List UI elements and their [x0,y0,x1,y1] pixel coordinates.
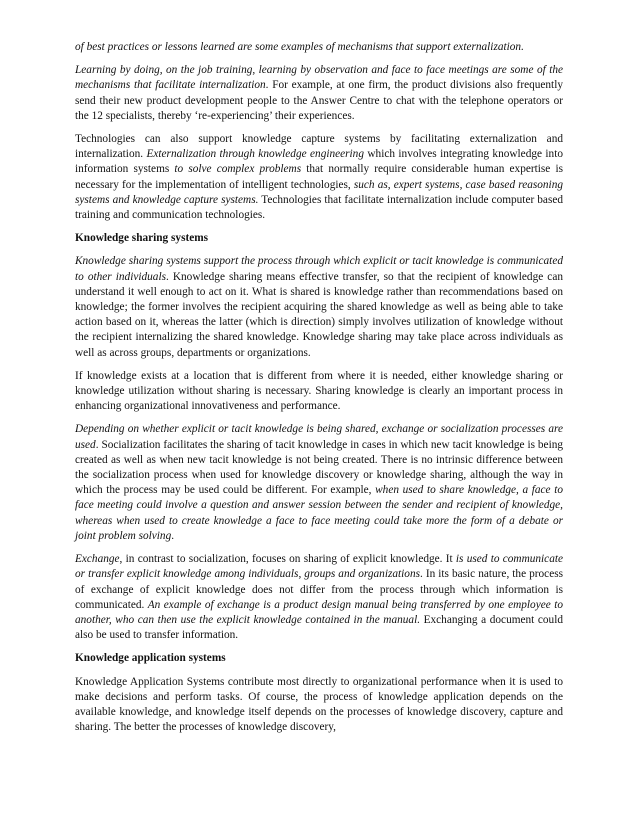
paragraph-sharing-definition [75,254,563,360]
heading-knowledge-application-systems: Knowledge application systems [75,652,226,665]
text-span: . [171,529,175,542]
paragraph-technologies [75,132,563,223]
text-span: If knowledge exists at a location that is different from where it is needed, either knowledge sharing or knowledge utilization without sharing is necessary. Sharing knowledge is clearly an important process in enhancing organizational innovativeness and performance. [75,369,563,413]
text-span: Exchange [75,553,120,566]
text-span: . For example, at one firm, the product divisions also frequently send their new product development people to the Answer Centre to chat with the telephone operators or the 12 specialists, thereby ‘re-experiencing’ their experiences. [75,79,563,122]
paragraph-application [75,675,563,736]
text-span: when used to share knowledge, a face to face meeting could involve a question and answer session between the sender and recipient of knowledge, whereas when used to create knowledge a face to face meeting could take more the form of a debate or joint problem solving [75,484,563,542]
text-span: Technologies can also support knowledge capture systems by facilitating externalization and internalization. [75,133,563,161]
text-span: Depending on whether explicit or tacit knowledge is being shared, exchange or socialization processes are used [75,423,563,451]
document-page [75,40,563,743]
text-span: Exchanging a document could also be used to transfer information. [75,613,563,642]
text-span: that normally require considerable human expertise is necessary for the implementation of intelligent technologies, [75,163,563,191]
text-span: Learning by doing, on the job training, learning by observation and face to face meetings are some of the mechanisms that facilitate internalization [75,64,563,92]
text-span: to solve complex problems [174,163,302,176]
text-span: Externalization through knowledge engineering [146,148,364,161]
text-span: . In its basic nature, the process of exchange of explicit knowledge does not differ from the process through which information is communicated. [75,568,563,611]
paragraph-socialization [75,422,563,544]
text-span: is used to communicate or transfer explicit knowledge among individuals, groups and organizations [75,553,564,581]
paragraph-sharing-location [75,369,563,415]
text-span: of best practices or lessons learned are some examples of mechanisms that support externalization. [75,41,524,53]
text-span: such as, expert systems, case based reasoning systems and knowledge capture systems. [75,178,563,206]
text-span: . Knowledge sharing means effective transfer, so that the recipient of knowledge can understand it well enough to act on it. What is shared is knowledge rather than recommendations based on knowledge; the former involves the recipient acquiring the shared knowledge as well as being able to take action based on it, whereas the latter (which is direction) simply involves utilization of knowledge without the recipient internalizing the shared knowledge. Knowledge sharing may take place across individuals as well as across groups, departments or organizations. [75,270,563,359]
heading-knowledge-sharing-systems: Knowledge sharing systems [75,232,209,245]
paragraph-externalization-end [75,40,563,55]
text-span: Technologies that facilitate internalization include computer based training and communication technologies. [75,193,563,222]
paragraph-internalization [75,63,563,124]
paragraph-exchange [75,552,563,643]
text-span: An example of exchange is a product design manual being transferred by one employee to another, who can then use the explicit knowledge contained in the manual. [75,598,563,626]
text-span: . Socialization facilitates the sharing of tacit knowledge in cases in which new tacit knowledge is being created as well as when new tacit knowledge is not being created. There is no intrinsic difference between the socialization process when used for knowledge discovery or knowledge sharing, although the way in which the process may be used could be different. For example, [75,438,563,497]
text-span: Knowledge sharing systems support the process through which explicit or tacit knowledge is communicated to other individuals [75,255,563,283]
text-span: , in contrast to socialization, focuses on sharing of explicit knowledge. It [119,553,456,566]
text-span: which involves integrating knowledge into information systems [75,148,563,176]
text-span: Knowledge Application Systems contribute most directly to organizational performance when it is used to make decisions and perform tasks. Of course, the process of knowledge application depends on the available knowledge, and knowledge itself depends on the processes of knowledge discovery, capture and sharing. The better the processes of knowledge discovery, [75,675,563,734]
